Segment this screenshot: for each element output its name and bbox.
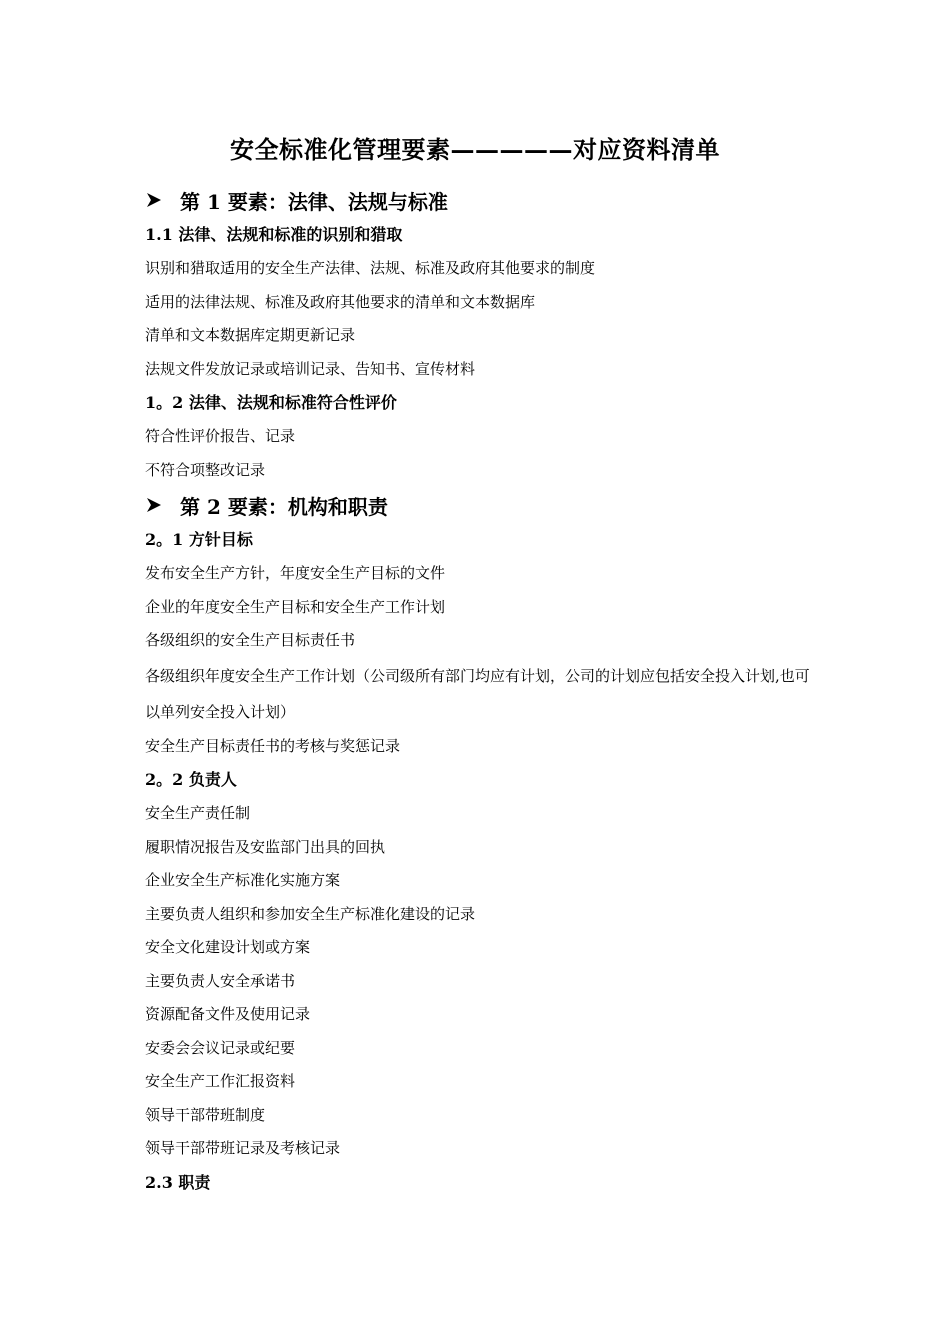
list-item: 企业安全生产标准化实施方案: [145, 871, 341, 889]
list-item: 各级组织年度安全生产工作计划（公司级所有部门均应有计划，公司的计划应包括安全投入计划,也可以单列安全投入计划）: [145, 666, 810, 721]
list-item: 发布安全生产方针，年度安全生产目标的文件: [145, 564, 446, 582]
list-item: 安全生产责任制: [145, 804, 251, 822]
list-item: 企业的年度安全生产目标和安全生产工作计划: [145, 597, 446, 616]
element-heading-1: [145, 182, 825, 218]
list-item: 主要负责人组织和参加安全生产标准化建设的记录: [145, 904, 476, 923]
list-item: 适用的法律法规、标准及政府其他要求的清单和文本数据库: [145, 292, 536, 311]
list-item: 法规文件发放记录或培训记录、告知书、宣传材料: [145, 359, 476, 378]
list-item: 清单和文本数据库定期更新记录: [145, 326, 356, 344]
subsection-heading-2-1: 2。1 方针目标: [145, 530, 253, 549]
element-section-1: [145, 182, 825, 487]
subsection-heading-1-1: 1.1 法律、法规和标准的识别和猎取: [145, 225, 403, 244]
subsection-heading-2-3: 2.3 职责: [145, 1172, 211, 1192]
element-heading-text: 第 1 要素：法律、法规与标准: [180, 189, 448, 214]
list-item: 安全生产目标责任书的考核与奖惩记录: [145, 736, 401, 755]
element-heading-text: 第 2 要素：机构和职责: [180, 494, 388, 519]
arrow-bullet-icon: [146, 497, 162, 513]
document-body: [145, 182, 825, 1200]
list-item: 履职情况报告及安监部门出具的回执: [145, 837, 386, 856]
list-item: 不符合项整改记录: [145, 460, 266, 479]
list-item: 识别和猎取适用的安全生产法律、法规、标准及政府其他要求的制度: [145, 259, 596, 277]
list-item: 领导干部带班记录及考核记录: [145, 1139, 341, 1157]
document-title: 安全标准化管理要素—————对应资料清单: [230, 135, 720, 164]
list-item: 领导干部带班制度: [145, 1105, 266, 1124]
list-item: 安全文化建设计划或方案: [145, 938, 311, 956]
list-item: 符合性评价报告、记录: [145, 427, 296, 445]
arrow-bullet-icon: [146, 192, 162, 208]
list-item: 安委会会议记录或纪要: [145, 1038, 296, 1057]
subsection-heading-1-2: 1。2 法律、法规和标准符合性评价: [145, 393, 397, 412]
element-heading-2: [145, 487, 825, 523]
subsection-heading-2-2: 2。2 负责人: [145, 770, 237, 789]
list-item: 各级组织的安全生产目标责任书: [145, 631, 356, 649]
element-section-2: [145, 487, 825, 1200]
list-item: 安全生产工作汇报资料: [145, 1072, 296, 1090]
list-item: 主要负责人安全承诺书: [145, 971, 296, 990]
list-item: 资源配备文件及使用记录: [145, 1005, 311, 1023]
